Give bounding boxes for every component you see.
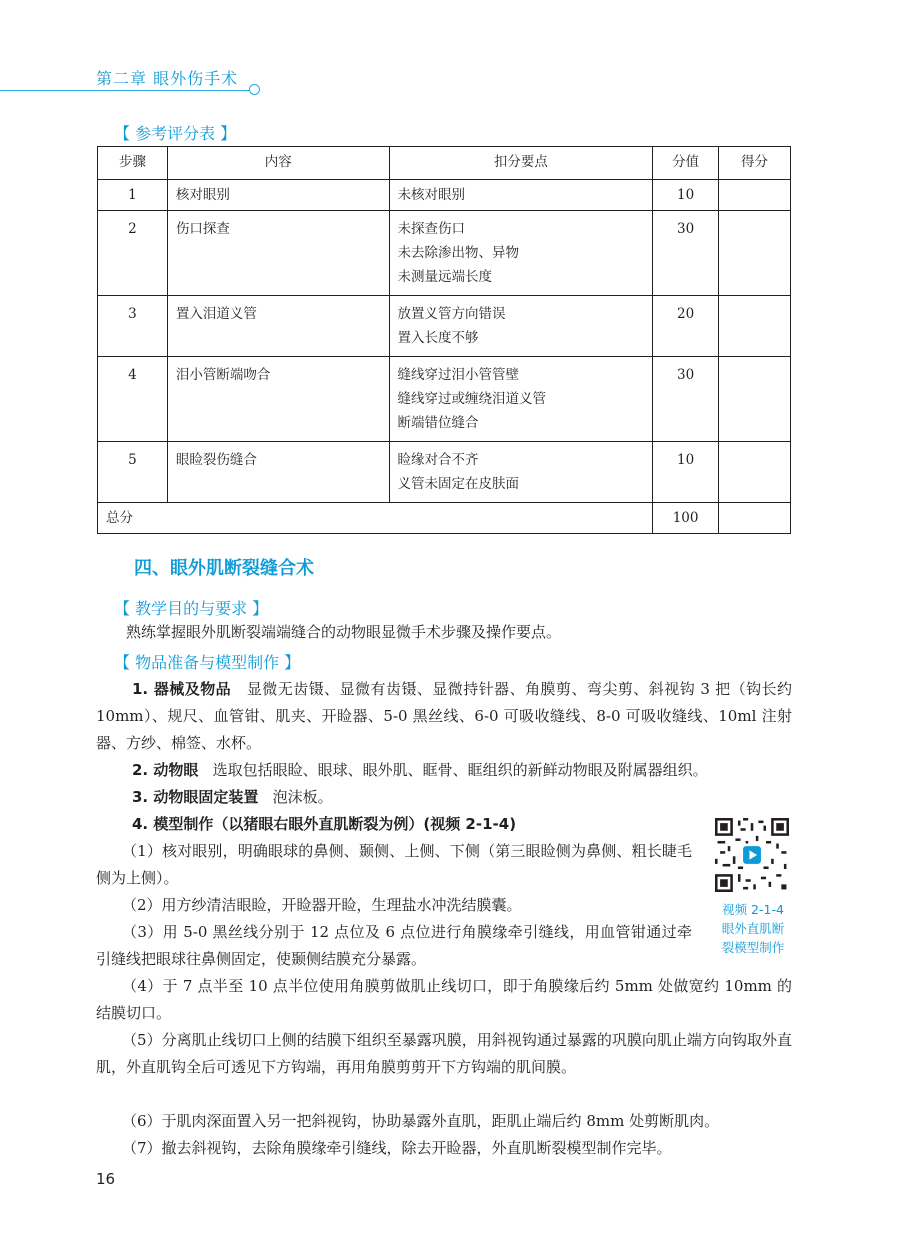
table-row: [98, 296, 791, 357]
table-row: [98, 357, 791, 442]
step-3: （3）用 5-0 黑丝线分别于 12 点位及 6 点位进行角膜缘牵引缝线，用血管钳通过牵引缝线把眼球往鼻侧固定，使颞侧结膜充分暴露。: [96, 923, 692, 968]
item-2-text: 选取包括眼睑、眼球、眼外肌、眶骨、眶组织的新鲜动物眼及附属器组织。: [212, 761, 708, 779]
row-step: 2: [98, 211, 168, 296]
video-caption: 视频 2-1-4 眼外直肌断 裂模型制作: [721, 902, 785, 955]
row-score: [719, 180, 791, 211]
header-rule: [0, 90, 252, 91]
item-3: [96, 784, 792, 811]
row-step: 4: [98, 357, 168, 442]
row-points: 放置义管方向错误 置入长度不够: [389, 296, 653, 357]
table-row: [98, 211, 791, 296]
table-row: [98, 180, 791, 211]
row-value: 20: [653, 296, 719, 357]
objective-text: 熟练掌握眼外肌断裂端端缝合的动物眼显微手术步骤及操作要点。: [126, 623, 562, 641]
row-step: 3: [98, 296, 168, 357]
row-value: 30: [653, 211, 719, 296]
score-section-label: 【 参考评分表 】: [114, 124, 237, 143]
row-points: 未探查伤口 未去除渗出物、异物 未测量远端长度: [389, 211, 653, 296]
chapter-header: 第二章 眼外伤手术: [96, 69, 239, 88]
step-7: （7）撤去斜视钩，去除角膜缘牵引缝线，除去开睑器，外直肌断裂模型制作完毕。: [122, 1139, 672, 1157]
row-points: 未核对眼别: [389, 180, 653, 211]
row-score: [719, 211, 791, 296]
row-score: [719, 296, 791, 357]
total-value: 100: [653, 503, 719, 534]
row-score: [719, 357, 791, 442]
row-content: 泪小管断端吻合: [167, 357, 389, 442]
row-content: 置入泪道义管: [167, 296, 389, 357]
table-row: [98, 442, 791, 503]
score-table: [97, 146, 791, 534]
header-rule-dot: [249, 84, 260, 95]
item-2-title: 2. 动物眼: [132, 761, 199, 779]
header-points: 扣分要点: [389, 147, 653, 180]
row-score: [719, 442, 791, 503]
item-1: [96, 676, 792, 757]
row-step: 5: [98, 442, 168, 503]
step-4: （4）于 7 点半至 10 点半位使用角膜剪做肌止线切口，即于角膜缘后约 5mm 处做宽约 10mm 的结膜切口。: [96, 977, 792, 1022]
header-value: 分值: [653, 147, 719, 180]
item-4: [96, 811, 792, 838]
item-3-text: 泡沫板。: [272, 788, 333, 806]
table-total-row: [98, 503, 791, 534]
table-header-row: [98, 147, 791, 180]
step-2: （2）用方纱清洁眼睑，开睑器开睑，生理盐水冲洗结膜囊。: [122, 896, 522, 914]
row-content: 核对眼别: [167, 180, 389, 211]
header-content: 内容: [167, 147, 389, 180]
row-content: 伤口探查: [167, 211, 389, 296]
item-4-title: 4. 模型制作（以猪眼右眼外直肌断裂为例）(视频 2-1-4): [132, 815, 517, 833]
step-1: （1）核对眼别，明确眼球的鼻侧、颞侧、上侧、下侧（第三眼睑侧为鼻侧、粗长睫毛侧为上侧）。: [96, 842, 692, 887]
objective-label: 【 教学目的与要求 】: [114, 599, 269, 618]
item-1-title: 1. 器械及物品: [132, 680, 232, 698]
row-points: 缝线穿过泪小管管壁 缝线穿过或缠绕泪道义管 断端错位缝合: [389, 357, 653, 442]
total-score: [719, 503, 791, 534]
row-value: 10: [653, 180, 719, 211]
step-5: （5）分离肌止线切口上侧的结膜下组织至暴露巩膜，用斜视钩通过暴露的巩膜向肌止端方向钩取外直肌，外直肌钩全后可透见下方钩端，再用角膜剪剪开下方钩端的肌间膜。: [96, 1031, 792, 1076]
item-1-text: 显微无齿镊、显微有齿镊、显微持针器、角膜剪、弯尖剪、斜视钩 3 把（钩长约 10mm）、规尺、血管钳、肌夹、开睑器、5-0 黑丝线、6-0 可吸收缝线、8-0 可吸收缝线、10ml 注射器、方纱、棉签、水杯。: [96, 680, 792, 752]
page-number: 16: [96, 1170, 116, 1188]
header-score: 得分: [719, 147, 791, 180]
step-6: （6）于肌肉深面置入另一把斜视钩，协助暴露外直肌，距肌止端后约 8mm 处剪断肌肉。: [122, 1112, 720, 1130]
row-step: 1: [98, 180, 168, 211]
total-label: 总分: [98, 503, 653, 534]
row-content: 眼睑裂伤缝合: [167, 442, 389, 503]
qr-code-icon[interactable]: [715, 818, 789, 892]
prep-label: 【 物品准备与模型制作 】: [114, 653, 301, 672]
row-points: 睑缘对合不齐 义管未固定在皮肤面: [389, 442, 653, 503]
item-2: [96, 757, 792, 784]
section-heading: 四、眼外肌断裂缝合术: [134, 558, 314, 579]
row-value: 10: [653, 442, 719, 503]
header-step: 步骤: [98, 147, 168, 180]
row-value: 30: [653, 357, 719, 442]
item-3-title: 3. 动物眼固定装置: [132, 788, 259, 806]
